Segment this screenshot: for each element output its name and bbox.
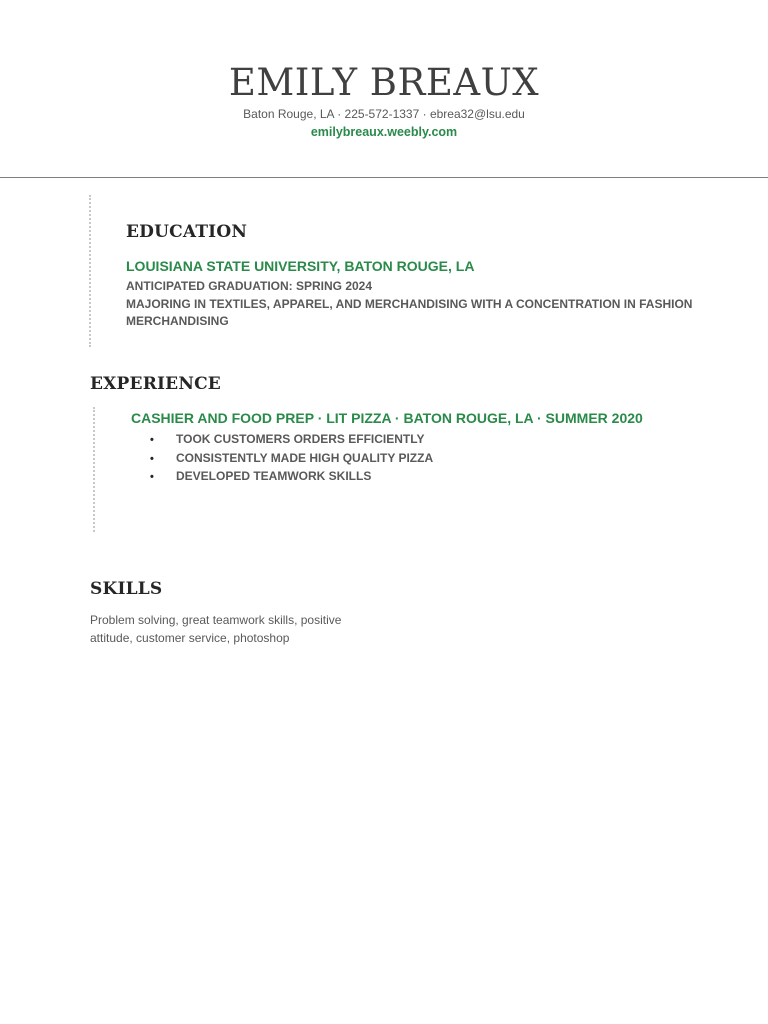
bullet-icon: • [150, 434, 154, 446]
skills-text: Problem solving, great teamwork skills, positive attitude, customer service, photoshop [90, 613, 342, 645]
list-item [150, 467, 433, 486]
experience-border [93, 407, 95, 532]
education-border [89, 195, 91, 347]
education-heading: EDUCATION [126, 222, 248, 242]
education-major-line1: MAJORING IN TEXTILES, APPAREL, AND MERCHANDISING WITH A CONCENTRATION IN FASHION [126, 297, 693, 311]
bullet-icon: • [150, 452, 154, 465]
education-major-line2: MERCHANDISING [126, 314, 229, 328]
website-link[interactable]: emilybreaux.weebly.com [310, 125, 458, 139]
skills-heading: SKILLS [90, 579, 163, 599]
bullet-text: TOOK CUSTOMERS ORDERS EFFICIENTLY [176, 432, 425, 446]
bullet-icon: • [150, 471, 154, 483]
experience-job: CASHIER AND FOOD PREP · LIT PIZZA · BATON ROUGE, LA · SUMMER 2020 [131, 410, 643, 426]
list-item [150, 449, 433, 468]
education-school: LOUISIANA STATE UNIVERSITY, BATON ROUGE, LA [126, 258, 475, 274]
education-graduation: ANTICIPATED GRADUATION: SPRING 2024 [126, 279, 373, 293]
experience-bullet-list [150, 430, 433, 486]
list-item [150, 430, 433, 449]
bullet-text: CONSISTENTLY MADE HIGH QUALITY PIZZA [176, 450, 434, 465]
bullet-text: DEVELOPED TEAMWORK SKILLS [176, 469, 372, 483]
contact-line: Baton Rouge, LA · 225-572-1337 · ebrea32@lsu.edu [243, 107, 525, 121]
experience-heading: EXPERIENCE [90, 374, 221, 394]
resume-name: EMILY BREAUX [228, 61, 540, 104]
header-divider [0, 177, 768, 178]
